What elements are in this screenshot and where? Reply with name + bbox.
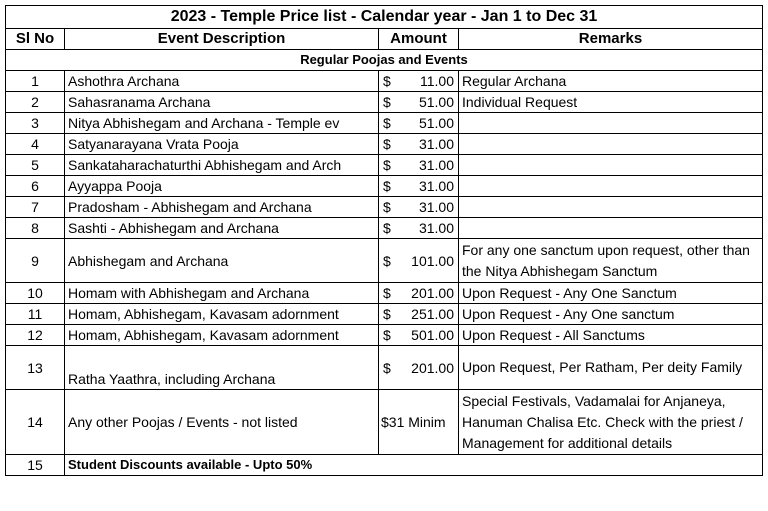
sl-no-cell: 4 [6, 134, 65, 155]
table-row [6, 325, 763, 346]
amount-value: 51.00 [418, 115, 454, 131]
remarks-cell [459, 134, 763, 155]
table-row [6, 197, 763, 218]
amount-value: 11.00 [420, 73, 454, 89]
table-row [6, 134, 763, 155]
table-row [6, 304, 763, 325]
sl-no-cell: 7 [6, 197, 65, 218]
amount-value: 251.00 [411, 306, 454, 322]
description-cell: Homam, Abhishegam, Kavasam adornment [65, 325, 379, 346]
amount-cell [379, 346, 459, 390]
amount-value: 31.00 [418, 178, 454, 194]
table-row [6, 155, 763, 176]
sl-no-cell: 3 [6, 113, 65, 134]
amount-value: 101.00 [411, 252, 454, 269]
description-cell: Ashothra Archana [65, 71, 379, 92]
amount-value: 31.00 [418, 220, 454, 236]
student-discount-note: Student Discounts available - Upto 50% [65, 455, 763, 476]
currency-symbol: $ [383, 285, 391, 301]
description-cell: Homam, Abhishegam, Kavasam adornment [65, 304, 379, 325]
currency-symbol: $ [383, 220, 391, 236]
remarks-cell: Upon Request - All Sanctums [459, 325, 763, 346]
currency-symbol: $ [383, 327, 391, 343]
sl-no-cell: 2 [6, 92, 65, 113]
amount-value: 201.00 [411, 359, 454, 376]
description-cell: Ayyappa Pooja [65, 176, 379, 197]
sl-no-cell: 8 [6, 218, 65, 239]
sl-no-cell: 11 [6, 304, 65, 325]
remarks-cell [459, 176, 763, 197]
currency-symbol: $ [383, 136, 391, 152]
price-table [5, 5, 763, 476]
amount-cell [379, 71, 459, 92]
remarks-cell: Upon Request - Any One Sanctum [459, 283, 763, 304]
amount-value: 51.00 [418, 94, 454, 110]
table-row [6, 71, 763, 92]
currency-symbol: $ [383, 73, 391, 89]
section-heading: Regular Poojas and Events [6, 50, 763, 71]
table-row [6, 346, 763, 390]
table-row [6, 218, 763, 239]
sl-no-cell: 15 [6, 455, 65, 476]
remarks-cell: Upon Request - Any One sanctum [459, 304, 763, 325]
table-row [6, 283, 763, 304]
sl-no-cell: 14 [6, 390, 65, 455]
remarks-cell: For any one sanctum upon request, other than the Nitya Abhishegam Sanctum [459, 239, 763, 283]
header-remarks: Remarks [459, 29, 763, 50]
currency-symbol: $ [383, 359, 391, 376]
table-row [6, 113, 763, 134]
sl-no-cell: 12 [6, 325, 65, 346]
amount-value: 31.00 [418, 199, 454, 215]
description-cell: Sahasranama Archana [65, 92, 379, 113]
header-row [6, 29, 763, 50]
sl-no-cell: 13 [6, 346, 65, 390]
table-row [6, 239, 763, 283]
amount-cell: $31 Minim [379, 390, 459, 455]
remarks-cell [459, 155, 763, 176]
amount-cell [379, 304, 459, 325]
price-list-sheet [5, 5, 762, 504]
remarks-cell [459, 218, 763, 239]
remarks-cell: Individual Request [459, 92, 763, 113]
amount-value: 201.00 [411, 285, 454, 301]
page-title: 2023 - Temple Price list - Calendar year - Jan 1 to Dec 31 [6, 6, 763, 29]
description-cell: Pradosham - Abhishegam and Archana [65, 197, 379, 218]
header-event-description: Event Description [65, 29, 379, 50]
header-sl-no: Sl No [6, 29, 65, 50]
sl-no-cell: 10 [6, 283, 65, 304]
amount-cell [379, 113, 459, 134]
currency-symbol: $ [383, 199, 391, 215]
currency-symbol: $ [383, 94, 391, 110]
description-cell: Satyanarayana Vrata Pooja [65, 134, 379, 155]
currency-symbol: $ [383, 115, 391, 131]
currency-symbol: $ [383, 306, 391, 322]
description-cell: Ratha Yaathra, including Archana [65, 346, 379, 390]
sl-no-cell: 6 [6, 176, 65, 197]
remarks-cell [459, 113, 763, 134]
description-cell: Homam with Abhishegam and Archana [65, 283, 379, 304]
description-cell: Abhishegam and Archana [65, 239, 379, 283]
table-row [6, 176, 763, 197]
sl-no-cell: 9 [6, 239, 65, 283]
sl-no-cell: 5 [6, 155, 65, 176]
amount-cell [379, 92, 459, 113]
table-row [6, 455, 763, 476]
remarks-cell: Special Festivals, Vadamalai for Anjaneya, Hanuman Chalisa Etc. Check with the priest / Management for additional details [459, 390, 763, 455]
remarks-cell: Regular Archana [459, 71, 763, 92]
header-amount: Amount [379, 29, 459, 50]
amount-cell [379, 218, 459, 239]
amount-cell [379, 176, 459, 197]
remarks-cell [459, 197, 763, 218]
amount-cell [379, 134, 459, 155]
table-row [6, 92, 763, 113]
amount-value: 31.00 [418, 157, 454, 173]
amount-value: 31.00 [418, 136, 454, 152]
remarks-cell: Upon Request, Per Ratham, Per deity Family [459, 346, 763, 390]
description-cell: Sankataharachaturthi Abhishegam and Arch [65, 155, 379, 176]
amount-value: 501.00 [411, 327, 454, 343]
sl-no-cell: 1 [6, 71, 65, 92]
description-cell: Nitya Abhishegam and Archana - Temple ev [65, 113, 379, 134]
amount-cell [379, 155, 459, 176]
table-row [6, 390, 763, 455]
amount-cell [379, 283, 459, 304]
amount-cell [379, 325, 459, 346]
currency-symbol: $ [383, 157, 391, 173]
currency-symbol: $ [383, 252, 391, 269]
currency-symbol: $ [383, 178, 391, 194]
amount-cell [379, 239, 459, 283]
description-cell: Sashti - Abhishegam and Archana [65, 218, 379, 239]
description-cell: Any other Poojas / Events - not listed [65, 390, 379, 455]
amount-cell [379, 197, 459, 218]
